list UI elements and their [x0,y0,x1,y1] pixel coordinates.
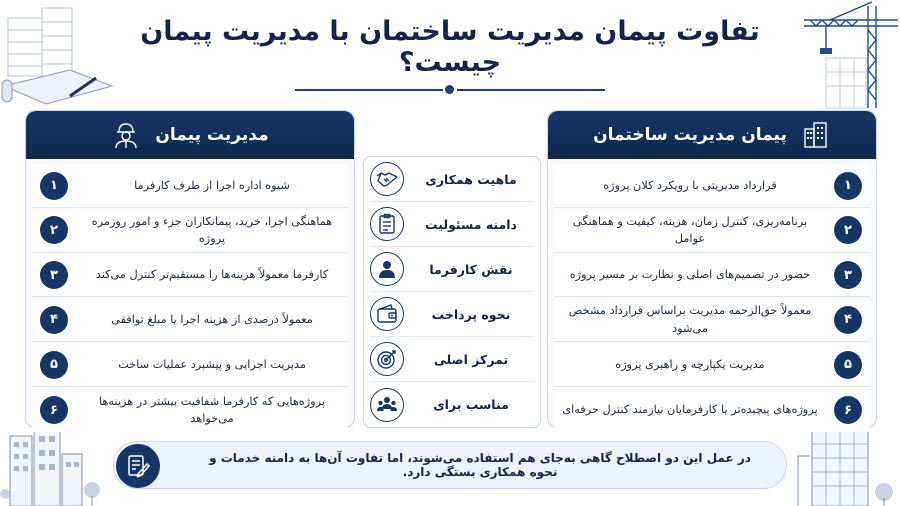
group-icon [370,388,404,422]
list-item [32,164,348,208]
item-number: ۵ [834,351,862,379]
document-pen-icon [116,444,160,488]
target-icon [370,342,404,376]
item-number: ۴ [834,306,862,334]
item-number: ۴ [40,306,68,334]
note-text: در عمل این دو اصطلاح گاهی به‌جای هم استفاده می‌شوند، اما تفاوت آن‌ها به دامنه خدمات و نحوه همکاری بستگی دارد. [209,451,751,479]
criteria-column [363,156,541,428]
panel-contract-management [25,110,355,428]
criteria-label: نحوه پرداخت [431,306,511,322]
item-text: کارفرما معمولاً هزینه‌ها را مستقیم‌تر کنترل می‌کند [95,268,329,282]
title-divider [295,85,605,95]
item-number: ۱ [834,172,862,200]
item-number: ۵ [40,351,68,379]
blueprint-illustration [0,0,120,110]
item-text: برنامه‌ریزی، کنترل زمان، هزینه، کیفیت و هماهنگی عوامل [572,214,808,246]
list-item [32,254,348,298]
item-text: پروژه‌هایی که کارفرما شفافیت بیشتر در هزینه‌ها می‌خواهد [98,394,326,426]
list-item [554,254,870,298]
person-icon [370,252,404,286]
item-text: شیوه اداره اجرا از طرف کارفرما [134,178,290,192]
list-item [32,299,348,343]
item-number: ۳ [40,261,68,289]
list-item [554,388,870,432]
criteria-label: ماهیت همکاری [425,171,517,187]
building-icon [801,120,831,150]
city-illustration [0,424,110,506]
item-number: ۶ [834,396,862,424]
criteria-item [370,292,534,337]
handshake-icon [370,162,404,196]
list-item [554,299,870,343]
page-title: تفاوت پیمان مدیریت ساختمان با مدیریت پیمان چیست؟ [140,16,760,78]
item-text: پروژه‌های پیچیده‌تر یا کارفرمایان نیازمند کنترل حرفه‌ای [562,403,818,417]
item-number: ۲ [834,216,862,244]
criteria-item [370,157,534,202]
item-text: معمولاً درصدی از هزینه اجرا یا مبلغ توافقی [111,313,313,327]
item-text: هماهنگی اجرا، خرید، پیمانکاران جزء و امور روزمره پروژه [91,214,333,246]
criteria-item [370,247,534,292]
item-text: مدیریت یکپارچه و راهبری پروژه [615,357,765,371]
item-text: حضور در تصمیم‌های اصلی و نظارت بر مسیر پروژه [569,268,811,282]
list-item [32,343,348,387]
panel-heading: مدیریت پیمان [155,125,269,145]
item-text: معمولاً حق‌الزحمه مدیریت براساس قرارداد مشخص می‌شود [568,304,812,335]
footer-note [113,441,787,489]
criteria-label: مناسب برای [433,397,509,412]
list-item [554,209,870,253]
item-number: ۶ [40,396,68,424]
list-item [554,343,870,387]
item-text: مدیریت اجرایی و پیشبرد عملیات ساخت [118,357,306,371]
wallet-icon [370,297,404,331]
criteria-label: دامنه مسئولیت [425,216,517,232]
criteria-item [370,337,534,382]
panel-header [548,111,876,159]
item-number: ۳ [834,261,862,289]
list-item [554,164,870,208]
item-text: قرارداد مدیریتی با رویکرد کلان پروژه [603,178,777,192]
panel-header [26,111,354,159]
worker-icon [111,120,141,150]
panel-heading: پیمان مدیریت ساختمان [593,125,787,145]
list-item [32,388,348,432]
panel-construction-management-contract [547,110,877,428]
item-number: ۲ [40,216,68,244]
criteria-label: نقش کارفرما [429,261,513,277]
clipboard-icon [370,207,404,241]
item-number: ۱ [40,172,68,200]
criteria-item [370,382,534,427]
crane-illustration [790,0,900,110]
criteria-label: تمرکز اصلی [433,351,509,367]
criteria-item [370,202,534,247]
list-item [32,209,348,253]
